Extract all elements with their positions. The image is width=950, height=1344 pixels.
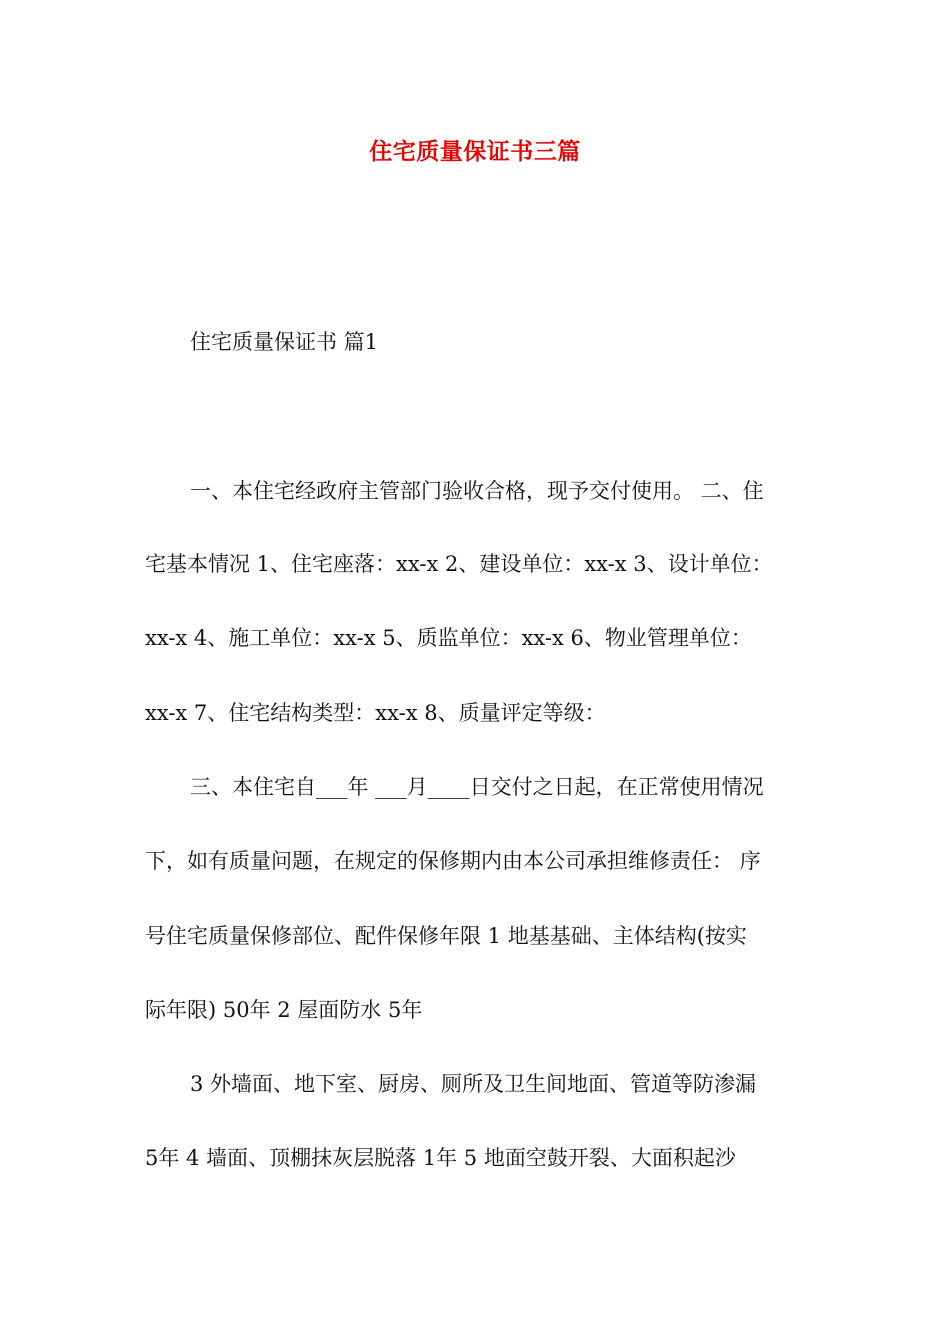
body-line: 5年 4 墙面、顶棚抹灰层脱落 1年 5 地面空鼓开裂、大面积起沙 <box>145 1146 736 1170</box>
body-line: 号住宅质量保修部位、配件保修年限 1 地基基础、主体结构(按实 <box>145 924 747 948</box>
document-title: 住宅质量保证书三篇 <box>369 139 581 165</box>
body-line: 三、本住宅自___年 ___月____日交付之日起，在正常使用情况 <box>190 775 764 799</box>
body-line: 宅基本情况 1、住宅座落：xx-x 2、建设单位：xx-x 3、设计单位： <box>145 552 773 576</box>
body-line: 际年限) 50年 2 屋面防水 5年 <box>145 998 423 1022</box>
body-line: 一、本住宅经政府主管部门验收合格，现予交付使用。 二、住 <box>190 479 764 503</box>
body-line: 3 外墙面、地下室、厨房、厕所及卫生间地面、管道等防渗漏 <box>190 1072 757 1096</box>
section-heading: 住宅质量保证书 篇1 <box>190 330 379 354</box>
body-line: 下，如有质量问题，在规定的保修期内由本公司承担维修责任： 序 <box>145 849 761 873</box>
body-line: xx-x 4、施工单位：xx-x 5、质监单位：xx-x 6、物业管理单位： <box>145 626 752 650</box>
body-line: xx-x 7、住宅结构类型：xx-x 8、质量评定等级： <box>145 701 606 725</box>
